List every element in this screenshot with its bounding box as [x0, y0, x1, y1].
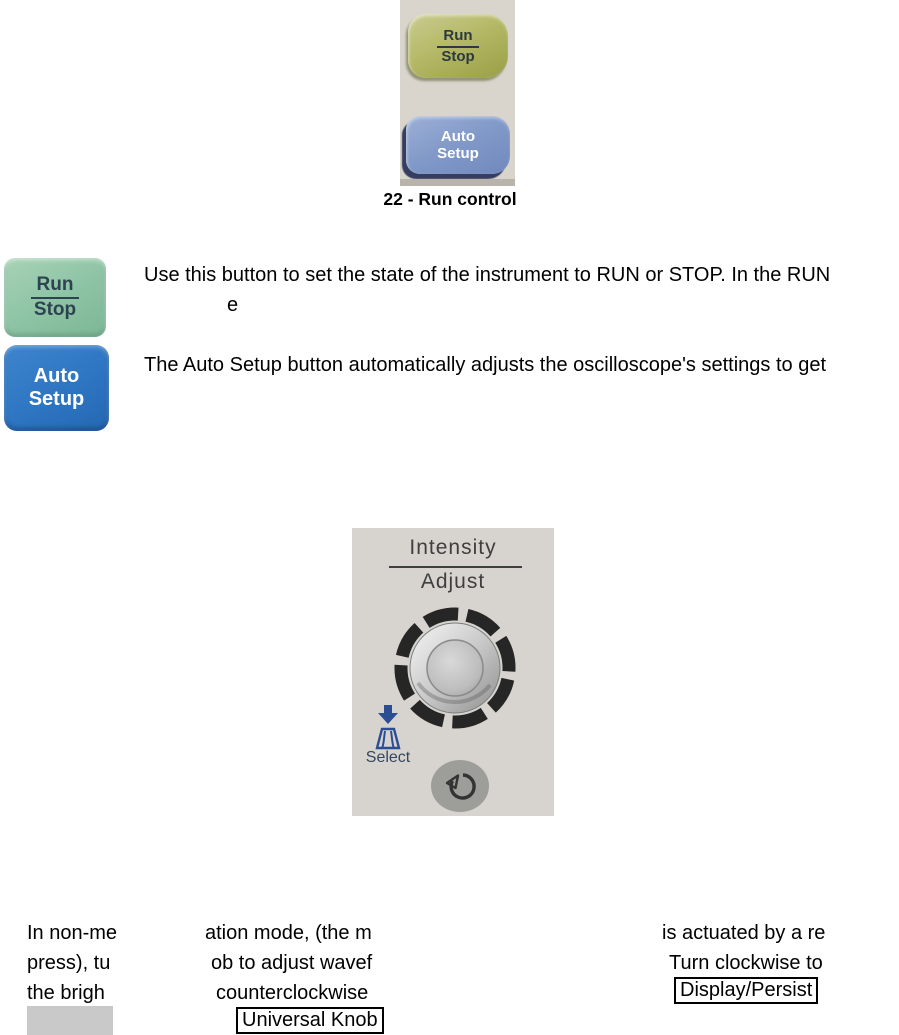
- fragment-left-1: In non-me: [27, 922, 118, 944]
- universal-knob-graphic: [390, 603, 520, 733]
- knob-title-divider: [389, 566, 522, 568]
- fragment-right-2: Turn clockwise to: [669, 952, 823, 974]
- fragment-middle-3: counterclockwise: [216, 982, 369, 1004]
- fragment-left-2: press), tu: [27, 952, 111, 974]
- run-stop-photo-button: [408, 14, 508, 78]
- run-stop-photo-label-stop: Stop: [441, 47, 475, 65]
- run-stop-photo-label-run: Run: [437, 27, 478, 47]
- auto-setup-button-image: [4, 345, 109, 431]
- knob-title-adjust: Adjust: [420, 570, 486, 593]
- run-control-photo: [400, 0, 515, 186]
- fragment-right-1: is actuated by a re: [662, 922, 826, 944]
- run-stop-image-label-stop: Stop: [33, 299, 77, 320]
- auto-setup-image-label-setup: Setup: [28, 388, 85, 410]
- run-stop-button-image: [4, 258, 106, 337]
- auto-setup-description: The Auto Setup button automatically adjusts the oscilloscope's settings to get: [144, 354, 827, 376]
- fragment-middle-1: ation mode, (the m: [205, 922, 372, 944]
- auto-setup-photo-label-setup: Setup: [437, 145, 479, 162]
- run-stop-description-line2: e: [227, 294, 239, 316]
- fragment-middle-2: ob to adjust wavef: [211, 952, 373, 974]
- auto-setup-image-label-auto: Auto: [33, 365, 80, 387]
- knob-title-intensity: Intensity: [409, 536, 497, 559]
- knob-press-select-icon: [373, 704, 403, 750]
- auto-setup-photo-button: [406, 116, 510, 174]
- run-stop-description-line1: Use this button to set the state of the instrument to RUN or STOP. In the RUN: [144, 264, 831, 286]
- figure-caption: 22 - Run control: [383, 189, 517, 209]
- rotate-counterclockwise-icon: [439, 766, 481, 806]
- highlighted-block: [27, 1006, 113, 1035]
- run-stop-image-label-run: Run: [31, 274, 80, 299]
- intensity-adjust-knob-photo: [352, 528, 554, 816]
- universal-knob-boxed-label: Universal Knob: [236, 1007, 384, 1034]
- fragment-left-3: the brigh: [27, 982, 105, 1004]
- auto-setup-photo-label-auto: Auto: [440, 127, 476, 145]
- rotate-function-button: [431, 760, 489, 812]
- photo-bottom-edge: [400, 179, 515, 186]
- display-persist-boxed-label: Display/Persist: [674, 977, 818, 1004]
- select-label: Select: [365, 749, 411, 766]
